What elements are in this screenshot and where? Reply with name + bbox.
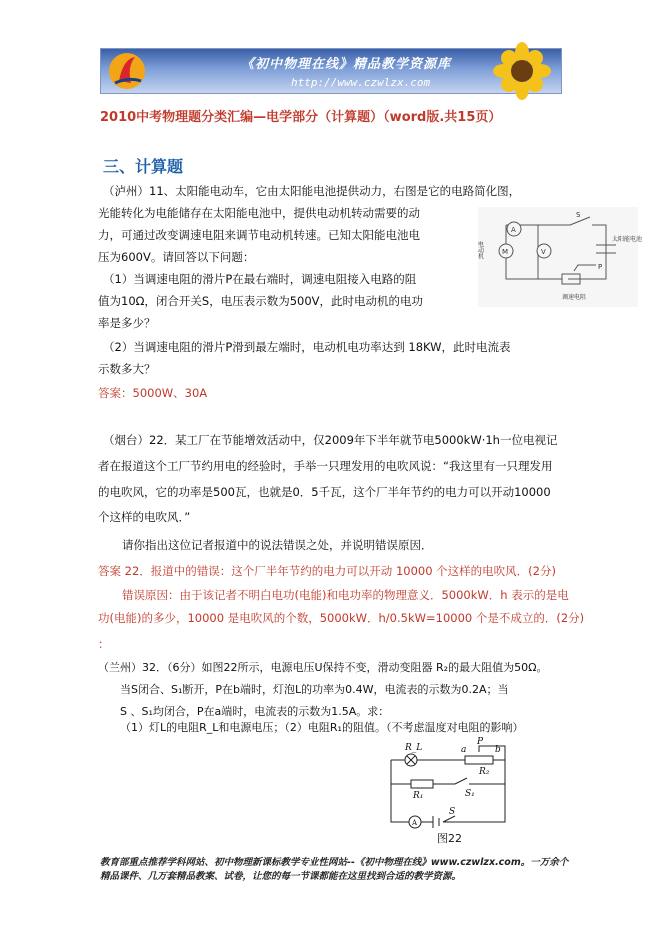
q2-prompt: 请你指出这位记者报道中的说法错误之处，并说明错误原因． (122, 538, 433, 552)
q1-line-7: 率是多少？ (98, 316, 156, 330)
q1-line-5: （1）当调速电阻的滑片P在最右端时，调速电阻接入电路的阻 (103, 272, 417, 286)
q2-line-2: 者在报道这个工厂节约用电的经验时，手举一只理发用的电吹风说：“我这里有一只理发用 (98, 459, 553, 473)
sunflower-icon (487, 45, 557, 97)
page-title: 2010中考物理题分类汇编—电学部分（计算题）（word版.共15页） (100, 110, 502, 125)
q1-fig-switch: S (576, 211, 581, 219)
q3-line-3: S 、S₁均闭合，P在a端时，电流表的示数为1.5A。求： (120, 705, 390, 718)
q3-line-1: （兰州）32．（6分）如图22所示，电源电压U保持不变，滑动变阻器 R₂的最大阻值为50Ω。 (98, 661, 548, 674)
q1-line-6: 值为10Ω，闭合开关S，电压表示数为500V，此时电动机的电功 (98, 294, 424, 308)
q2-answer-line-1: 答案 22．报道中的错误：这个厂半年节约的电力可以开动 10000 个这样的电吹风．(2分) (98, 564, 556, 578)
q1-fig-motor: M (502, 248, 509, 256)
q3-fig-s: S (449, 807, 456, 817)
q3-fig-r1: R₁ (413, 791, 424, 801)
q2-line-3: 的电吹风，它的功率是500瓦，也就是0．5千瓦，这个厂半年节约的电力可以开动10000 (98, 485, 551, 499)
q3-fig-p: P (477, 737, 484, 747)
q3-fig-r2: R₂ (479, 767, 490, 777)
q1-fig-battery-label: 太阳能电池 (612, 236, 643, 243)
q1-answer: 答案：5000W、30A (98, 386, 208, 400)
q2-line-4: 个这样的电吹风．” (98, 510, 191, 524)
q1-fig-slider: P (598, 263, 603, 271)
q1-line-3: 力，可通过改变调速电阻来调节电动机转速。已知太阳能电池电 (98, 228, 420, 242)
q3-line-2: 当S闭合、S₁断开，P在b端时，灯泡L的功率为0.4W，电流表的示数为0.2A；当 (120, 683, 509, 696)
banner-title: 《初中物理在线》精品教学资源库 (241, 57, 452, 72)
section-heading: 三、计算题 (103, 157, 184, 176)
q3-figure-caption: 图22 (437, 832, 462, 845)
q2-answer-line-4: ： (98, 637, 110, 651)
q2-line-1: （烟台）22．某工厂在节能增效活动中，仅2009年下半年就节电5000kW·1h一位电视记 (103, 433, 558, 447)
q1-fig-ammeter: A (511, 226, 516, 234)
q2-answer-line-2: 错误原因：由于该记者不明白电功(电能)和电功率的物理意义．5000kW．h 表示的是电 (122, 588, 569, 602)
q1-fig-voltmeter: V (541, 248, 546, 256)
site-banner (100, 48, 562, 94)
q3-fig-b: b (495, 745, 501, 755)
q1-line-1: （泸州）11、太阳能电动车，它由太阳能电池提供动力，右图是它的电路简化图， (103, 184, 521, 198)
q3-fig-ammeter: A (412, 819, 418, 827)
banner-url[interactable]: http://www.czwlzx.com (291, 76, 431, 89)
q3-fig-lamp: R_L (405, 743, 423, 753)
q1-line-9: 示数多大？ (98, 362, 156, 376)
q1-line-4: 压为600V。请回答以下问题： (98, 250, 255, 264)
q3-line-4: （1）灯L的电阻R_L和电源电压；（2）电阻R₁的阻值。（不考虑温度对电阻的影响） (120, 721, 524, 734)
page-footer: 教育部重点推荐学科网站、初中物理新课标教学专业性网站--《初中物理在线》www.czwlzx.com。一万余个精品课件、几万套精品教案、试卷，让您的每一节课都能在这里找到合适的教学资源。 (100, 857, 569, 882)
q2-answer-line-3: 功(电能)的多少，10000 是电吹风的个数，5000kW．h/0.5kW=10000 个是不成立的．(2分) (98, 611, 585, 625)
site-logo-icon (105, 51, 149, 91)
q3-circuit-diagram (385, 738, 510, 830)
q1-fig-resistor-label: 调速电阻 (562, 294, 587, 301)
q1-fig-motor-label: 电动机 (476, 241, 484, 259)
q1-line-2: 光能转化为电能储存在太阳能电池中，提供电动机转动需要的动 (98, 206, 420, 220)
q1-line-8: （2）当调速电阻的滑片P滑到最左端时，电动机电功率达到 18KW，此时电流表 (103, 340, 511, 354)
q3-fig-s1: S₁ (465, 789, 475, 799)
q1-circuit-diagram (476, 207, 643, 307)
q3-fig-a: a (461, 745, 467, 755)
